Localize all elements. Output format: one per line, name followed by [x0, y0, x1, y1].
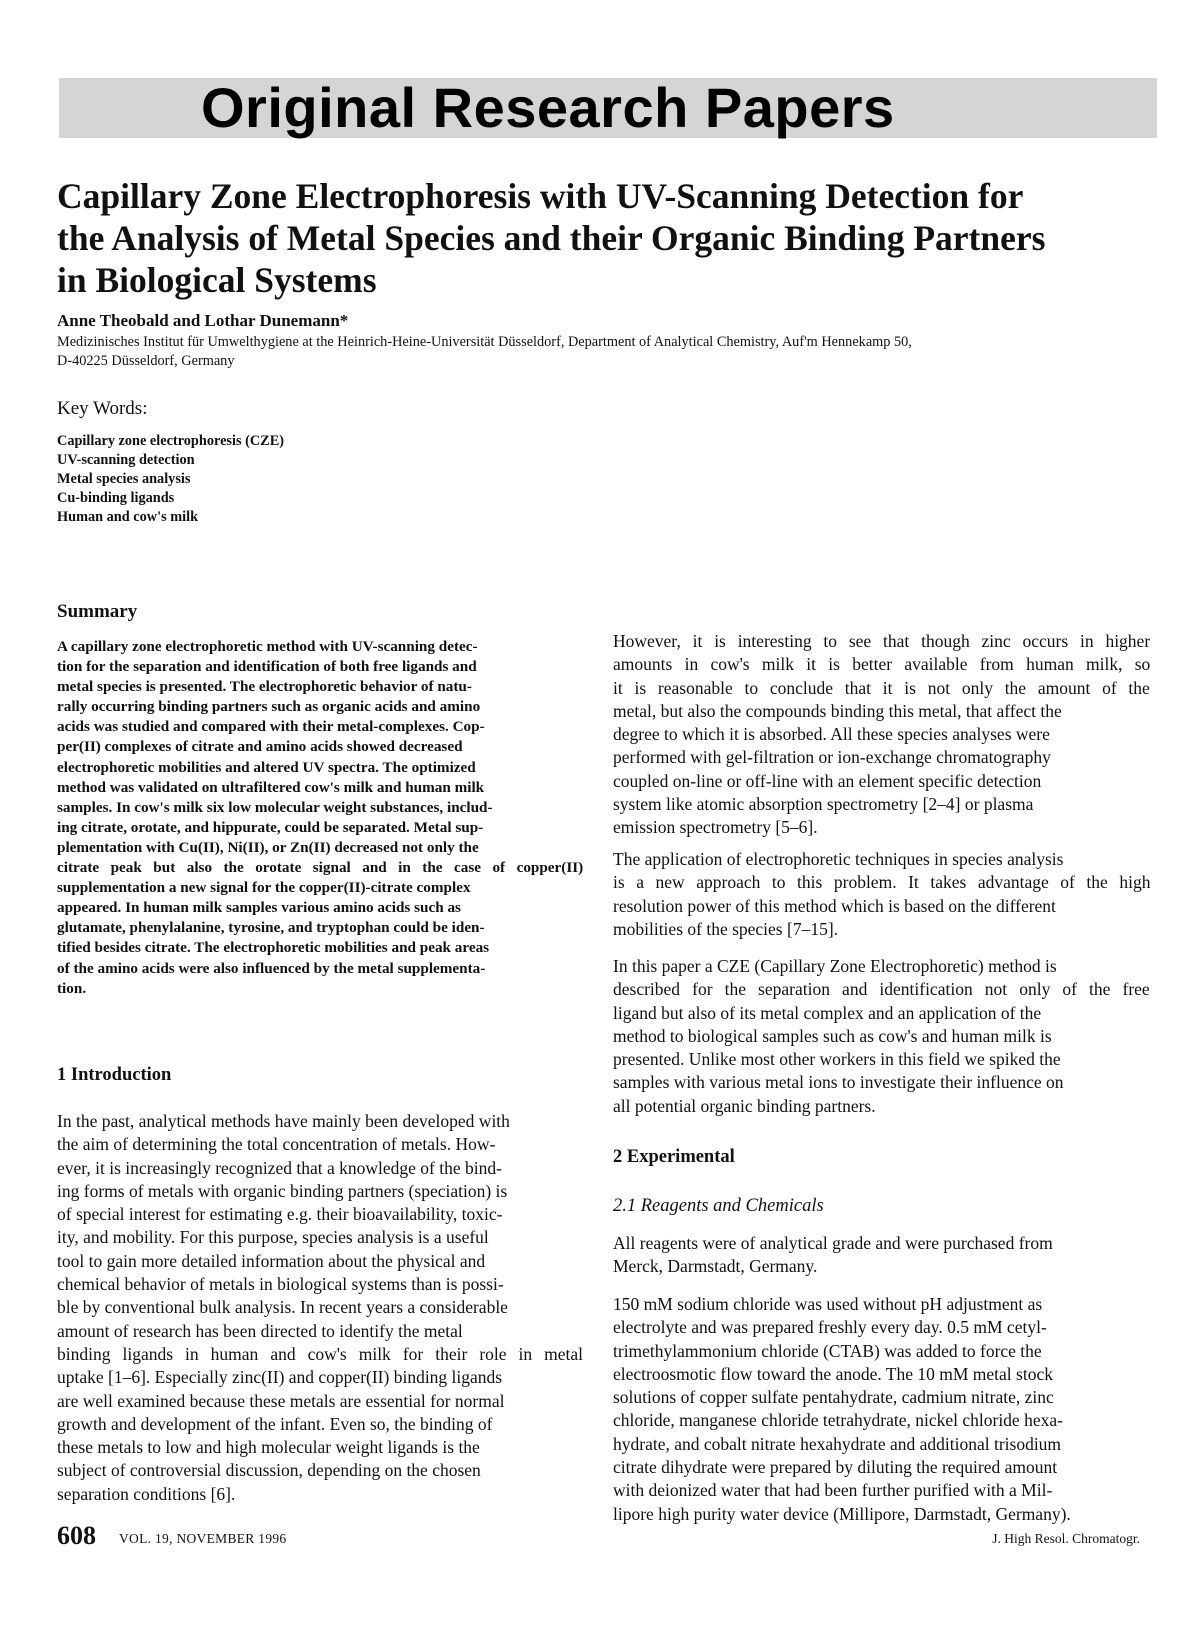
text-line: In the past, analytical methods have mainly been developed with: [57, 1111, 510, 1131]
text-line: tified besides citrate. The electrophoretic mobilities and peak areas: [57, 939, 490, 957]
text-line: All reagents were of analytical grade and were purchased from: [613, 1233, 1053, 1253]
text-line: appeared. In human milk samples various amino acids such as: [57, 899, 461, 917]
body-paragraph: [613, 1232, 1150, 1279]
text-line: hydrate, and cobalt nitrate hexahydrate and additional trisodium: [613, 1433, 1062, 1454]
affiliation-line: Medizinisches Institut für Umwelthygiene at the Heinrich-Heine-Universität Düsseldorf, Department of Analytical Chemistry, Auf'm Hennekamp 50,: [57, 334, 912, 350]
text-line: with deionized water that had been further purified with a Mil-: [613, 1480, 1053, 1501]
text-line: ing citrate, orotate, and hippurate, could be separated. Metal sup-: [57, 818, 484, 836]
summary-heading: Summary: [57, 601, 138, 622]
body-paragraph: [613, 1293, 1150, 1526]
text-line: per(II) complexes of citrate and amino acids showed decreased: [57, 738, 463, 756]
text-line: resolution power of this method which is based on the different: [613, 895, 1056, 916]
summary-text: [57, 637, 583, 999]
text-line: supplementation a new signal for the copper(II)-citrate complex: [57, 879, 471, 897]
key-word-item: Cu-binding ligands: [57, 490, 175, 506]
right-column-paragraph-5: [613, 1293, 1150, 1526]
text-line: lipore high purity water device (Millipore, Darmstadt, Germany).: [613, 1503, 1071, 1524]
text-line: The application of electrophoretic techniques in species analysis: [613, 849, 1064, 869]
volume-info: VOL. 19, NOVEMBER 1996: [119, 1531, 287, 1546]
right-column-paragraph-2: [613, 848, 1150, 941]
text-line: the aim of determining the total concentration of metals. How-: [57, 1134, 496, 1155]
text-line: it is reasonable to conclude that it is not only the amount of the: [613, 677, 1150, 698]
page-number: 608: [57, 1521, 96, 1550]
introduction-paragraph: [57, 1110, 583, 1506]
text-line: binding ligands in human and cow's milk for their role in metal: [57, 1343, 584, 1364]
text-line: electrophoretic mobilities and altered UV spectra. The optimized: [57, 758, 476, 776]
text-line: system like atomic absorption spectrometry [2–4] or plasma: [613, 794, 1034, 815]
text-line: citrate peak but also the orotate signal and in the case of copper(II): [57, 859, 584, 877]
text-line: ity, and mobility. For this purpose, species analysis is a useful: [57, 1227, 489, 1248]
text-line: uptake [1–6]. Especially zinc(II) and copper(II) binding ligands: [57, 1367, 503, 1388]
affiliation-line: D-40225 Düsseldorf, Germany: [57, 353, 235, 369]
text-line: is a new approach to this problem. It takes advantage of the high: [613, 872, 1151, 893]
title-line: Capillary Zone Electrophoresis with UV-Scanning Detection for: [57, 176, 1024, 216]
text-line: coupled on-line or off-line with an element specific detection: [613, 770, 1042, 791]
journal-name: J. High Resol. Chromatogr.: [992, 1531, 1140, 1546]
introduction-text: [57, 1110, 583, 1506]
text-line: glutamate, phenylalanine, tyrosine, and tryptophan could be iden-: [57, 919, 485, 937]
text-line: trimethylammonium chloride (CTAB) was added to force the: [613, 1340, 1042, 1361]
authors: Anne Theobald and Lothar Dunemann*: [57, 311, 349, 330]
text-line: citrate dihydrate were prepared by diluting the required amount: [613, 1457, 1058, 1478]
text-line: 150 mM sodium chloride was used without pH adjustment as: [613, 1294, 1043, 1314]
body-paragraph: [613, 848, 1150, 941]
text-line: plementation with Cu(II), Ni(II), or Zn(II) decreased not only the: [57, 838, 479, 856]
text-line: method was validated on ultrafiltered cow's milk and human milk: [57, 778, 485, 796]
text-line: emission spectrometry [5–6].: [613, 817, 818, 838]
text-line: ligand but also of its metal complex and an application of the: [613, 1002, 1042, 1023]
text-line: tion.: [57, 979, 87, 997]
text-line: amounts in cow's milk it is better available from human milk, so: [613, 654, 1151, 675]
key-word-item: Human and cow's milk: [57, 509, 199, 525]
text-line: ble by conventional bulk analysis. In recent years a considerable: [57, 1297, 508, 1318]
text-line: growth and development of the infant. Even so, the binding of: [57, 1413, 493, 1434]
text-line: separation conditions [6].: [57, 1483, 236, 1504]
text-line: described for the separation and identification not only of the free: [613, 979, 1150, 1000]
right-column-paragraph-4: [613, 1232, 1150, 1279]
text-line: these metals to low and high molecular weight ligands is the: [57, 1437, 480, 1458]
text-line: metal species is presented. The electrophoretic behavior of natu-: [57, 678, 472, 696]
text-line: electroosmotic flow toward the anode. The 10 mM metal stock: [613, 1363, 1053, 1384]
text-line: all potential organic binding partners.: [613, 1095, 876, 1116]
text-line: presented. Unlike most other workers in this field we spiked the: [613, 1049, 1061, 1070]
key-word-item: Metal species analysis: [57, 471, 191, 487]
text-line: of special interest for estimating e.g. their bioavailability, toxic-: [57, 1204, 503, 1225]
text-line: In this paper a CZE (Capillary Zone Electrophoretic) method is: [613, 956, 1057, 976]
text-line: method to biological samples such as cow's and human milk is: [613, 1025, 1052, 1046]
text-line: are well examined because these metals are essential for normal: [57, 1390, 505, 1411]
key-words-list: [57, 432, 284, 527]
key-words-heading: Key Words:: [57, 398, 148, 419]
summary-paragraph: [57, 637, 583, 999]
text-line: amount of research has been directed to identify the metal: [57, 1320, 463, 1341]
text-line: A capillary zone electrophoretic method with UV-scanning detec-: [57, 638, 478, 655]
text-line: chloride, manganese chloride tetrahydrate, nickel chloride hexa-: [613, 1410, 1063, 1431]
title-line: the Analysis of Metal Species and their Organic Binding Partners: [57, 218, 1046, 258]
text-line: electrolyte and was prepared freshly every day. 0.5 mM cetyl-: [613, 1317, 1047, 1338]
text-line: ever, it is increasingly recognized that a knowledge of the bind-: [57, 1157, 502, 1178]
text-line: rally occurring binding partners such as organic acids and amino: [57, 698, 481, 716]
key-word-item: Capillary zone electrophoresis (CZE): [57, 433, 285, 449]
text-line: solutions of copper sulfate pentahydrate, cadmium nitrate, zinc: [613, 1387, 1054, 1408]
body-paragraph: [613, 955, 1150, 1118]
text-line: Merck, Darmstadt, Germany.: [613, 1256, 818, 1277]
affiliation: [57, 333, 1157, 371]
body-paragraph: [613, 630, 1150, 840]
title-line: in Biological Systems: [57, 260, 377, 300]
introduction-heading: 1 Introduction: [57, 1065, 172, 1085]
text-line: chemical behavior of metals in biological systems than is possi-: [57, 1274, 504, 1295]
experimental-heading: 2 Experimental: [613, 1147, 735, 1167]
right-column-paragraph-3: [613, 955, 1150, 1118]
text-line: However, it is interesting to see that though zinc occurs in higher: [613, 631, 1151, 651]
text-line: samples. In cow's milk six low molecular weight substances, includ-: [57, 798, 493, 816]
text-line: of the amino acids were also influenced by the metal supplementa-: [57, 959, 486, 977]
text-line: tool to gain more detailed information about the physical and: [57, 1250, 486, 1271]
text-line: performed with gel-filtration or ion-exchange chromatography: [613, 747, 1051, 768]
text-line: ing forms of metals with organic binding partners (speciation) is: [57, 1180, 508, 1201]
paper-title: [57, 175, 1167, 301]
section-banner-title: Original Research Papers: [201, 76, 895, 139]
text-line: tion for the separation and identification of both free ligands and: [57, 658, 477, 676]
reagents-subheading: 2.1 Reagents and Chemicals: [613, 1196, 824, 1216]
text-line: acids was studied and compared with their metal-complexes. Cop-: [57, 718, 485, 736]
key-word-item: UV-scanning detection: [57, 452, 195, 468]
text-line: samples with various metal ions to investigate their influence on: [613, 1072, 1064, 1093]
text-line: subject of controversial discussion, depending on the chosen: [57, 1460, 481, 1481]
right-column-paragraph-1: [613, 630, 1150, 840]
text-line: metal, but also the compounds binding this metal, that affect the: [613, 700, 1062, 721]
text-line: degree to which it is absorbed. All these species analyses were: [613, 724, 1050, 745]
text-line: mobilities of the species [7–15].: [613, 918, 839, 939]
